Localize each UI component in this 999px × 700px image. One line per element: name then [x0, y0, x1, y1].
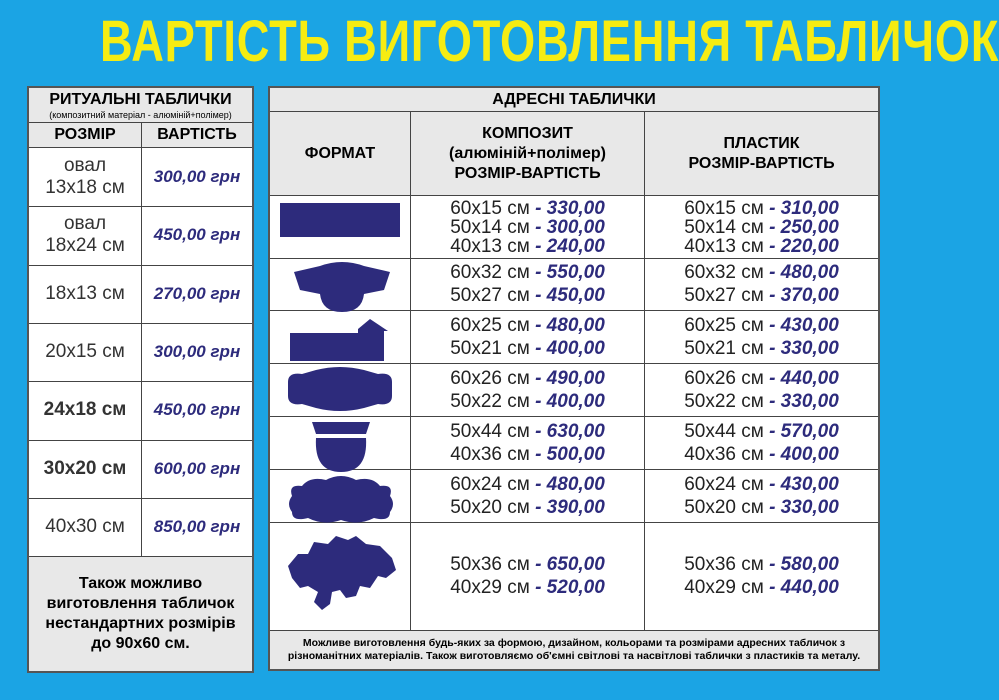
composite-price-line	[450, 390, 605, 413]
ritual-size-value: 20х15 см	[45, 341, 125, 363]
plate-size: 40х13 см	[684, 235, 764, 257]
composite-price-line	[450, 420, 605, 443]
ritual-col-size: РОЗМІР	[29, 123, 141, 147]
plate-size: 40х13 см	[450, 235, 530, 257]
plastic-label: ПЛАСТИК	[723, 134, 800, 152]
plastic-price-cell	[645, 363, 878, 416]
plate-price: - 330,00	[763, 390, 839, 412]
plastic-price-line	[684, 284, 839, 307]
composite-price-line	[450, 218, 605, 237]
plate-price: - 480,00	[529, 314, 605, 336]
ritual-size-cell	[29, 206, 141, 264]
plastic-price-cell	[645, 310, 878, 363]
plastic-price-line	[684, 367, 839, 390]
plastic-price-cell	[645, 416, 878, 469]
ritual-plates-table	[27, 86, 254, 673]
plate-price: - 650,00	[529, 554, 605, 575]
address-col-composite	[411, 112, 644, 195]
composite-price-cell	[411, 469, 644, 522]
plate-size: 60х25 см	[450, 314, 530, 336]
plate-size: 50х14 см	[684, 216, 764, 238]
composite-material: (алюміній+полімер)	[449, 144, 606, 162]
address-plates-table	[268, 86, 880, 671]
ritual-size-cell	[29, 265, 141, 323]
ritual-header-subtitle: (композитний матеріал - алюміній+полімер)	[49, 109, 232, 120]
ritual-price-cell: 450,00 грн	[153, 225, 241, 245]
ritual-size-value: 24х18 см	[43, 399, 127, 421]
address-col-plastic	[645, 112, 878, 195]
plate-price: - 220,00	[763, 235, 839, 257]
plate-price: - 500,00	[529, 443, 605, 465]
address-col-format: ФОРМАТ	[270, 112, 410, 195]
ritual-price-cell: 450,00 грн	[153, 400, 241, 420]
composite-price-line	[450, 576, 605, 599]
plate-price: - 330,00	[763, 337, 839, 359]
page-title: ВАРТІСТЬ ВИГОТОВЛЕННЯ ТАБЛИЧОК	[99, 9, 999, 74]
plate-price: - 450,00	[529, 285, 605, 306]
plate-size: 50х21 см	[450, 337, 530, 359]
composite-price-line	[450, 284, 605, 307]
plate-price: - 400,00	[529, 337, 605, 359]
plate-size: 50х20 см	[450, 496, 530, 518]
plate-price: - 490,00	[529, 367, 605, 389]
composite-price-cell	[411, 310, 644, 363]
rectangle-shape-icon	[280, 203, 402, 239]
plastic-price-cell	[645, 258, 878, 310]
plate-price: - 250,00	[763, 216, 839, 238]
ritual-size-value: 30х20 см	[43, 457, 127, 479]
plate-size: 50х44 см	[450, 420, 530, 442]
house-plate-shape-icon	[288, 317, 394, 365]
plate-price: - 580,00	[763, 554, 839, 575]
plate-price: - 310,00	[763, 197, 839, 219]
plate-size: 40х36 см	[684, 443, 764, 465]
composite-price-line	[450, 314, 605, 337]
plate-size: 60х15 см	[450, 197, 530, 219]
plastic-price-line	[684, 337, 839, 360]
plate-size: 50х36 см	[450, 554, 530, 575]
plastic-price-line	[684, 237, 839, 256]
plate-price: - 370,00	[763, 285, 839, 306]
plate-size: 50х22 см	[684, 390, 764, 412]
address-note: Можливе виготовлення будь-яких за формою, дизайном, кольорами та розмірами адресних табличок з різноманітних матеріалів. Також виготовляємо об'ємні світлові та насвітлові таблички з пластиків та металу.	[270, 631, 878, 669]
plate-price: - 400,00	[763, 443, 839, 465]
plate-price: - 390,00	[529, 496, 605, 518]
address-header: АДРЕСНІ ТАБЛИЧКИ	[270, 88, 878, 111]
plastic-price-line	[684, 443, 839, 466]
plastic-price-line	[684, 199, 839, 218]
plate-price: - 630,00	[529, 420, 605, 442]
ritual-size-shape: овал	[63, 155, 107, 177]
plate-size: 60х26 см	[684, 367, 764, 389]
plate-price: - 330,00	[763, 496, 839, 518]
plastic-price-line	[684, 261, 839, 284]
plate-size: 50х27 см	[450, 285, 530, 306]
ritual-col-price: ВАРТІСТЬ	[142, 123, 252, 147]
plate-size: 60х26 см	[450, 367, 530, 389]
plate-price: - 400,00	[529, 390, 605, 412]
plate-size: 50х36 см	[684, 554, 764, 575]
plate-size: 40х29 см	[684, 577, 764, 598]
composite-price-line	[450, 367, 605, 390]
ritual-size-cell	[29, 148, 141, 206]
composite-price-line	[450, 261, 605, 284]
plastic-price-cell	[645, 196, 878, 258]
composite-price-cell	[411, 258, 644, 310]
ritual-price-cell: 850,00 грн	[153, 516, 241, 536]
composite-size-price: РОЗМІР-ВАРТІСТЬ	[454, 164, 601, 182]
plate-price: - 430,00	[763, 473, 839, 495]
composite-price-cell	[411, 416, 644, 469]
shield-shape-icon	[308, 420, 374, 474]
plate-price: - 240,00	[529, 235, 605, 257]
ritual-size-value: 18х13 см	[45, 282, 125, 304]
ritual-size-cell	[29, 498, 141, 556]
ritual-price-cell: 600,00 грн	[153, 458, 241, 478]
plate-price: - 480,00	[763, 262, 839, 283]
plate-size: 60х24 см	[450, 473, 530, 495]
composite-price-cell	[411, 522, 644, 630]
plate-price: - 440,00	[763, 577, 839, 598]
plastic-price-line	[684, 420, 839, 443]
ritual-size-value: 18х24 см	[45, 235, 125, 257]
composite-price-line	[450, 496, 605, 519]
plastic-price-line	[684, 390, 839, 413]
ritual-header-title: РИТУАЛЬНІ ТАБЛИЧКИ	[49, 90, 232, 108]
plate-size: 50х14 см	[450, 216, 530, 238]
composite-price-line	[450, 337, 605, 360]
composite-price-line	[450, 199, 605, 218]
composite-price-cell	[411, 196, 644, 258]
ritual-price-cell: 300,00 грн	[153, 342, 241, 362]
composite-price-line	[450, 553, 605, 576]
plastic-price-cell	[645, 469, 878, 522]
ritual-size-value: 13х18 см	[45, 177, 125, 199]
ritual-price-cell: 270,00 грн	[153, 283, 241, 303]
ritual-size-cell	[29, 381, 141, 439]
composite-price-line	[450, 473, 605, 496]
plastic-price-line	[684, 473, 839, 496]
plate-price: - 550,00	[529, 262, 605, 283]
ritual-header	[29, 88, 252, 122]
composite-price-line	[450, 237, 605, 256]
plate-price: - 570,00	[763, 420, 839, 442]
plastic-price-line	[684, 314, 839, 337]
plate-size: 50х44 см	[684, 420, 764, 442]
composite-price-cell	[411, 363, 644, 416]
composite-label: КОМПОЗИТ	[482, 124, 573, 142]
plastic-size-price: РОЗМІР-ВАРТІСТЬ	[688, 154, 835, 172]
ritual-size-cell	[29, 323, 141, 381]
arched-plate-shape-icon	[292, 260, 392, 312]
plate-size: 40х36 см	[450, 443, 530, 465]
plate-size: 60х15 см	[684, 197, 764, 219]
plate-price: - 300,00	[529, 216, 605, 238]
plate-price: - 440,00	[763, 367, 839, 389]
plastic-price-line	[684, 496, 839, 519]
plate-size: 60х25 см	[684, 314, 764, 336]
plate-size: 60х32 см	[684, 262, 764, 283]
plate-price: - 480,00	[529, 473, 605, 495]
plate-size: 60х32 см	[450, 262, 530, 283]
plastic-price-cell	[645, 522, 878, 630]
plate-price: - 330,00	[529, 197, 605, 219]
ritual-size-value: 40х30 см	[45, 515, 125, 537]
ritual-note: Також можливо виготовлення табличок нестандартних розмірів до 90х60 см.	[29, 557, 252, 671]
plate-price: - 520,00	[529, 577, 605, 598]
plastic-price-line	[684, 576, 839, 599]
plate-size: 50х22 см	[450, 390, 530, 412]
plate-price: - 430,00	[763, 314, 839, 336]
ritual-size-cell	[29, 440, 141, 498]
plastic-price-line	[684, 553, 839, 576]
scalloped-plate-shape-icon	[286, 474, 396, 526]
plate-size: 50х21 см	[684, 337, 764, 359]
plate-size: 50х27 см	[684, 285, 764, 306]
ritual-size-shape: овал	[63, 213, 107, 235]
oval-crown-shape-icon	[284, 366, 396, 416]
plate-size: 40х29 см	[450, 577, 530, 598]
plate-size: 60х24 см	[684, 473, 764, 495]
plate-size: 50х20 см	[684, 496, 764, 518]
composite-price-line	[450, 443, 605, 466]
plastic-price-line	[684, 218, 839, 237]
ukraine-map-shape-icon	[284, 532, 398, 614]
ritual-price-cell: 300,00 грн	[153, 167, 241, 187]
